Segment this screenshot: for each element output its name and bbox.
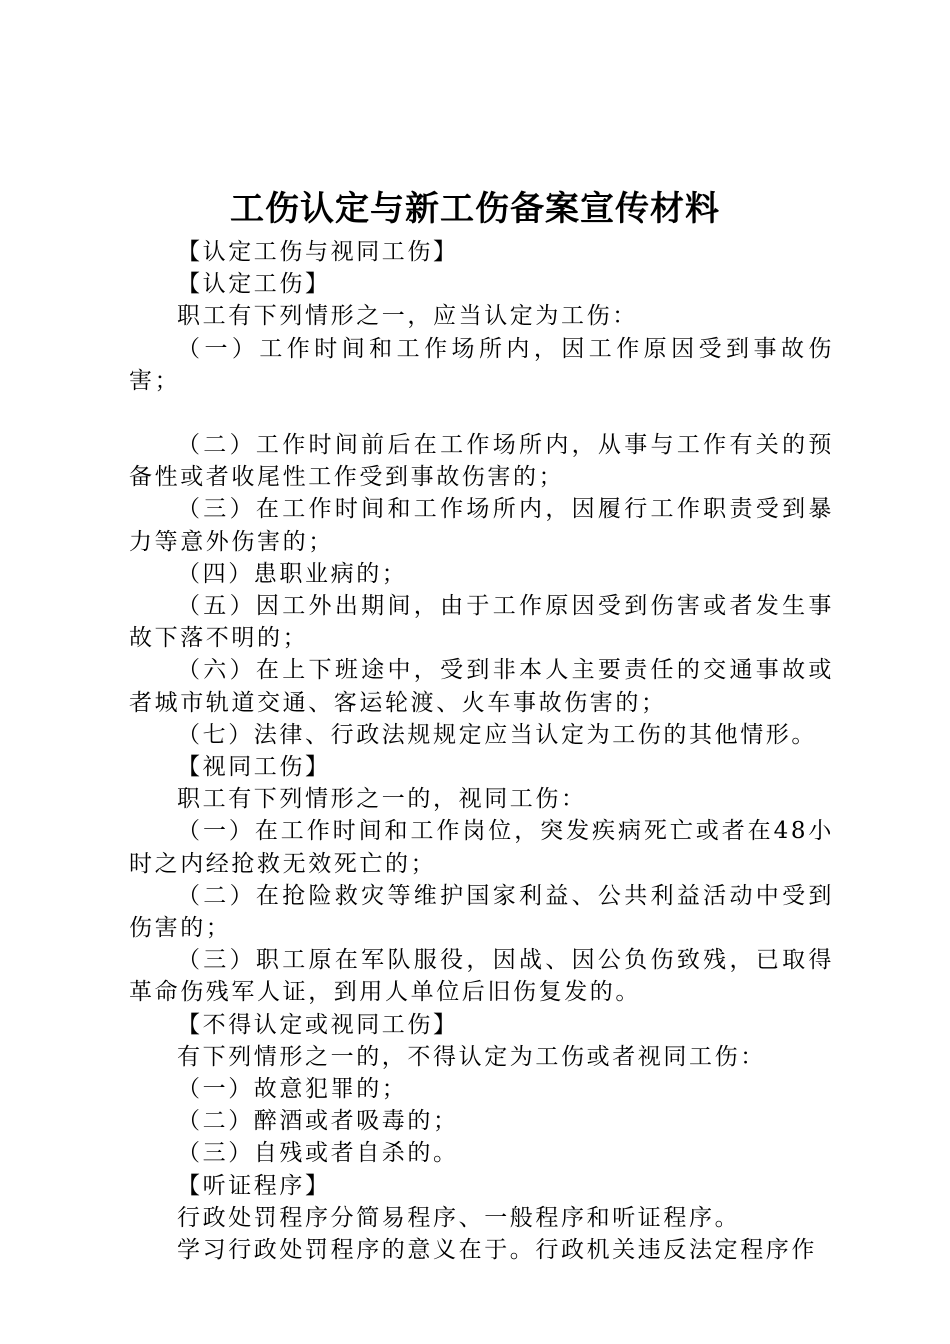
section-heading: 【不得认定或视同工伤】 [177, 1011, 459, 1038]
list-item: （二）工作时间前后在工作场所内，从事与工作有关的预备性或者收尾性工作受到事故伤害的； [129, 432, 834, 491]
paragraph: 学习行政处罚程序的意义在于。行政机关违反法定程序作 [177, 1237, 817, 1264]
paragraph: 职工有下列情形之一，应当认定为工伤： [177, 303, 638, 330]
list-item: （四）患职业病的； [177, 560, 408, 587]
list-item: （一）在工作时间和工作岗位，突发疾病死亡或者在48小时之内经抢救无效死亡的； [129, 818, 834, 877]
list-item: （一）故意犯罪的； [177, 1076, 408, 1103]
section-heading: 【认定工伤与视同工伤】 [177, 239, 459, 265]
list-item: （三）自残或者自杀的。 [177, 1140, 459, 1167]
list-item: （六）在上下班途中，受到非本人主要责任的交通事故或者城市轨道交通、客运轮渡、火车事故伤害的； [129, 657, 834, 716]
paragraph: 行政处罚程序分简易程序、一般程序和听证程序。 [177, 1204, 741, 1231]
list-item: （三）职工原在军队服役，因战、因公负伤致残，已取得革命伤残军人证，到用人单位后旧伤复发的。 [129, 947, 834, 1006]
section-heading: 【视同工伤】 [177, 754, 331, 781]
list-item: （一）工作时间和工作场所内，因工作原因受到事故伤害； [129, 335, 834, 394]
document-title: 工伤认定与新工伤备案宣传材料 [230, 189, 720, 229]
list-item: （三）在工作时间和工作场所内，因履行工作职责受到暴力等意外伤害的； [129, 496, 834, 555]
paragraph: 有下列情形之一的，不得认定为工伤或者视同工伤： [177, 1043, 766, 1070]
list-item: （二）在抢险救灾等维护国家利益、公共利益活动中受到伤害的； [129, 882, 834, 942]
list-item: （二）醉酒或者吸毒的； [177, 1108, 459, 1135]
document-body [129, 236, 834, 1266]
section-heading: 【认定工伤】 [177, 271, 331, 298]
section-heading: 【听证程序】 [177, 1172, 331, 1199]
list-item: （五）因工外出期间，由于工作原因受到伤害或者发生事故下落不明的； [129, 593, 834, 652]
list-item: （七）法律、行政法规规定应当认定为工伤的其他情形。 [177, 721, 817, 748]
paragraph: 职工有下列情形之一的，视同工伤： [177, 786, 587, 813]
